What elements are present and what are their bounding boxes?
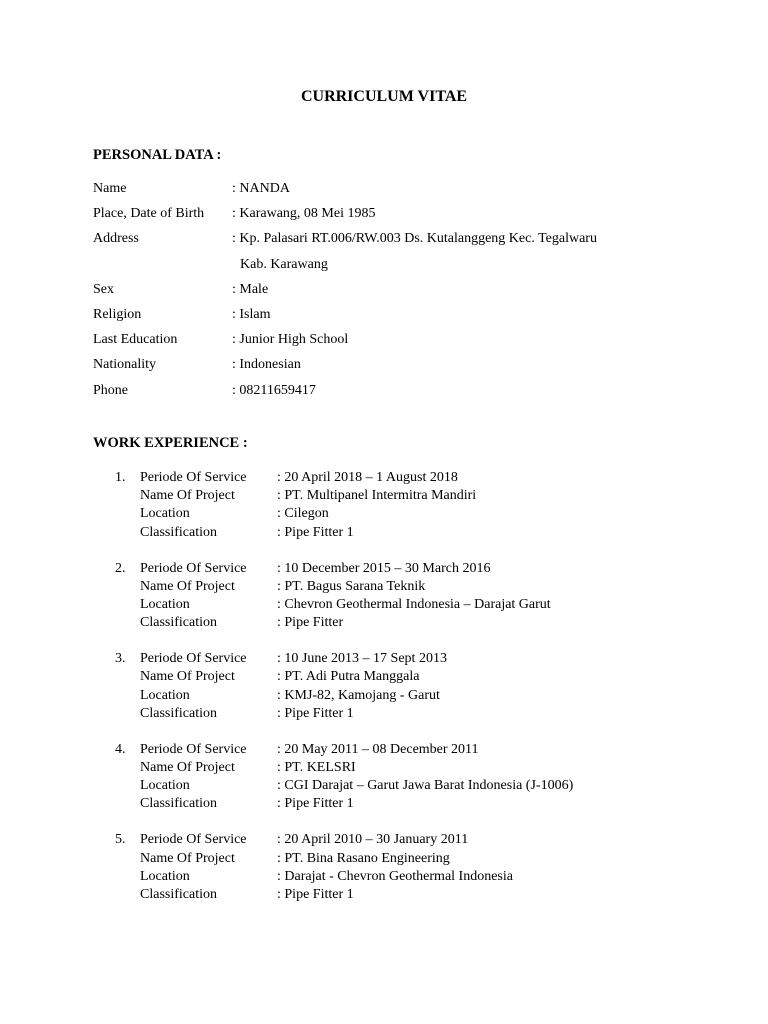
document-title: CURRICULUM VITAE [300, 88, 468, 105]
job-label: Location [140, 596, 190, 612]
job-number: 3. [115, 651, 126, 667]
job-row [110, 560, 670, 578]
personal-value: : NANDA [232, 181, 290, 196]
personal-row-sex [93, 281, 693, 306]
personal-row-phone [93, 382, 693, 407]
job-value: : PT. Multipanel Intermitra Mandiri [277, 488, 477, 504]
job-number: 1. [115, 470, 126, 485]
job-row [110, 650, 670, 668]
job-value: : Pipe Fitter 1 [277, 524, 354, 540]
job-row [110, 868, 670, 886]
job-row [110, 687, 670, 705]
job-number: 2. [115, 560, 126, 576]
personal-row-name [93, 180, 693, 205]
job-label: Location [140, 687, 190, 703]
job-row [110, 578, 670, 596]
job-label: Classification [140, 615, 217, 631]
job-row [110, 705, 670, 723]
job-value: : 20 April 2018 – 1 August 2018 [277, 470, 458, 485]
job-value: : 20 May 2011 – 08 December 2011 [277, 741, 479, 757]
job-label: Periode Of Service [140, 651, 247, 667]
job-value: : Pipe Fitter 1 [277, 705, 354, 721]
job-row [110, 850, 670, 868]
job-value: : Pipe Fitter 1 [277, 796, 354, 812]
job-entry [110, 831, 670, 922]
job-label: Classification [140, 705, 217, 721]
personal-label: Phone [93, 382, 128, 398]
personal-label: Nationality [93, 357, 156, 373]
job-label: Name Of Project [140, 669, 235, 685]
job-label: Periode Of Service [140, 741, 247, 757]
personal-data-table [93, 180, 693, 407]
job-value: : 20 April 2010 – 30 January 2011 [277, 832, 469, 848]
job-label: Location [140, 506, 190, 522]
job-entry [110, 560, 670, 651]
personal-value: : Islam [232, 306, 271, 322]
job-label: Location [140, 778, 190, 794]
job-row [110, 668, 670, 686]
job-entry [110, 469, 670, 560]
personal-value: Kab. Karawang [240, 256, 328, 272]
job-value: : Pipe Fitter [277, 615, 344, 631]
job-value: : Pipe Fitter 1 [277, 886, 354, 902]
job-value: : Chevron Geothermal Indonesia – Darajat Garut [277, 596, 551, 612]
job-entry [110, 741, 670, 832]
job-number: 4. [115, 741, 126, 757]
job-label: Periode Of Service [140, 470, 247, 485]
job-row [110, 777, 670, 795]
personal-value: : Karawang, 08 Mei 1985 [232, 206, 376, 222]
work-experience-list [110, 469, 670, 922]
job-value: : PT. KELSRI [277, 759, 356, 775]
work-experience-heading: WORK EXPERIENCE : [93, 435, 248, 451]
personal-row-address-cont [93, 256, 693, 281]
job-row [110, 886, 670, 904]
job-value: : 10 June 2013 – 17 Sept 2013 [277, 651, 447, 667]
personal-row-address [93, 230, 693, 255]
personal-label: Place, Date of Birth [93, 206, 205, 222]
personal-label: Last Education [93, 332, 178, 348]
job-label: Periode Of Service [140, 560, 247, 576]
personal-data-heading: PERSONAL DATA : [93, 147, 222, 163]
job-entry [110, 650, 670, 741]
personal-label: Sex [93, 281, 114, 297]
personal-row-nationality [93, 356, 693, 381]
job-label: Name Of Project [140, 850, 235, 866]
job-label: Location [140, 868, 190, 884]
personal-value: : Junior High School [232, 332, 349, 348]
job-row [110, 831, 670, 849]
job-number: 5. [115, 832, 126, 848]
personal-row-birth [93, 205, 693, 230]
job-row [110, 759, 670, 777]
job-row [110, 487, 670, 505]
job-value: : 10 December 2015 – 30 March 2016 [277, 560, 491, 576]
job-label: Name Of Project [140, 578, 235, 594]
personal-row-education [93, 331, 693, 356]
job-value: : CGI Darajat – Garut Jawa Barat Indonesia (J-1006) [277, 778, 574, 794]
job-row [110, 469, 670, 487]
job-label: Classification [140, 796, 217, 812]
job-value: : PT. Bina Rasano Engineering [277, 850, 450, 866]
job-label: Name Of Project [140, 488, 235, 504]
personal-row-religion [93, 306, 693, 331]
personal-value: : Kp. Palasari RT.006/RW.003 Ds. Kutalanggeng Kec. Tegalwaru [232, 231, 597, 247]
personal-label: Religion [93, 306, 142, 322]
job-label: Classification [140, 886, 217, 902]
job-value: : Darajat - Chevron Geothermal Indonesia [277, 868, 513, 884]
job-row [110, 524, 670, 542]
personal-value: : 08211659417 [232, 382, 316, 398]
job-row [110, 505, 670, 523]
job-label: Name Of Project [140, 759, 235, 775]
job-label: Periode Of Service [140, 832, 247, 848]
personal-value: : Male [232, 281, 269, 297]
job-row [110, 741, 670, 759]
job-value: : Cilegon [277, 506, 329, 522]
job-value: : KMJ-82, Kamojang - Garut [277, 687, 440, 703]
job-row [110, 596, 670, 614]
personal-label: Address [93, 231, 139, 247]
job-label: Classification [140, 524, 217, 540]
job-row [110, 614, 670, 632]
personal-value: : Indonesian [232, 357, 301, 373]
job-row [110, 795, 670, 813]
job-value: : PT. Bagus Sarana Teknik [277, 578, 426, 594]
job-value: : PT. Adi Putra Manggala [277, 669, 420, 685]
personal-label: Name [93, 181, 127, 196]
